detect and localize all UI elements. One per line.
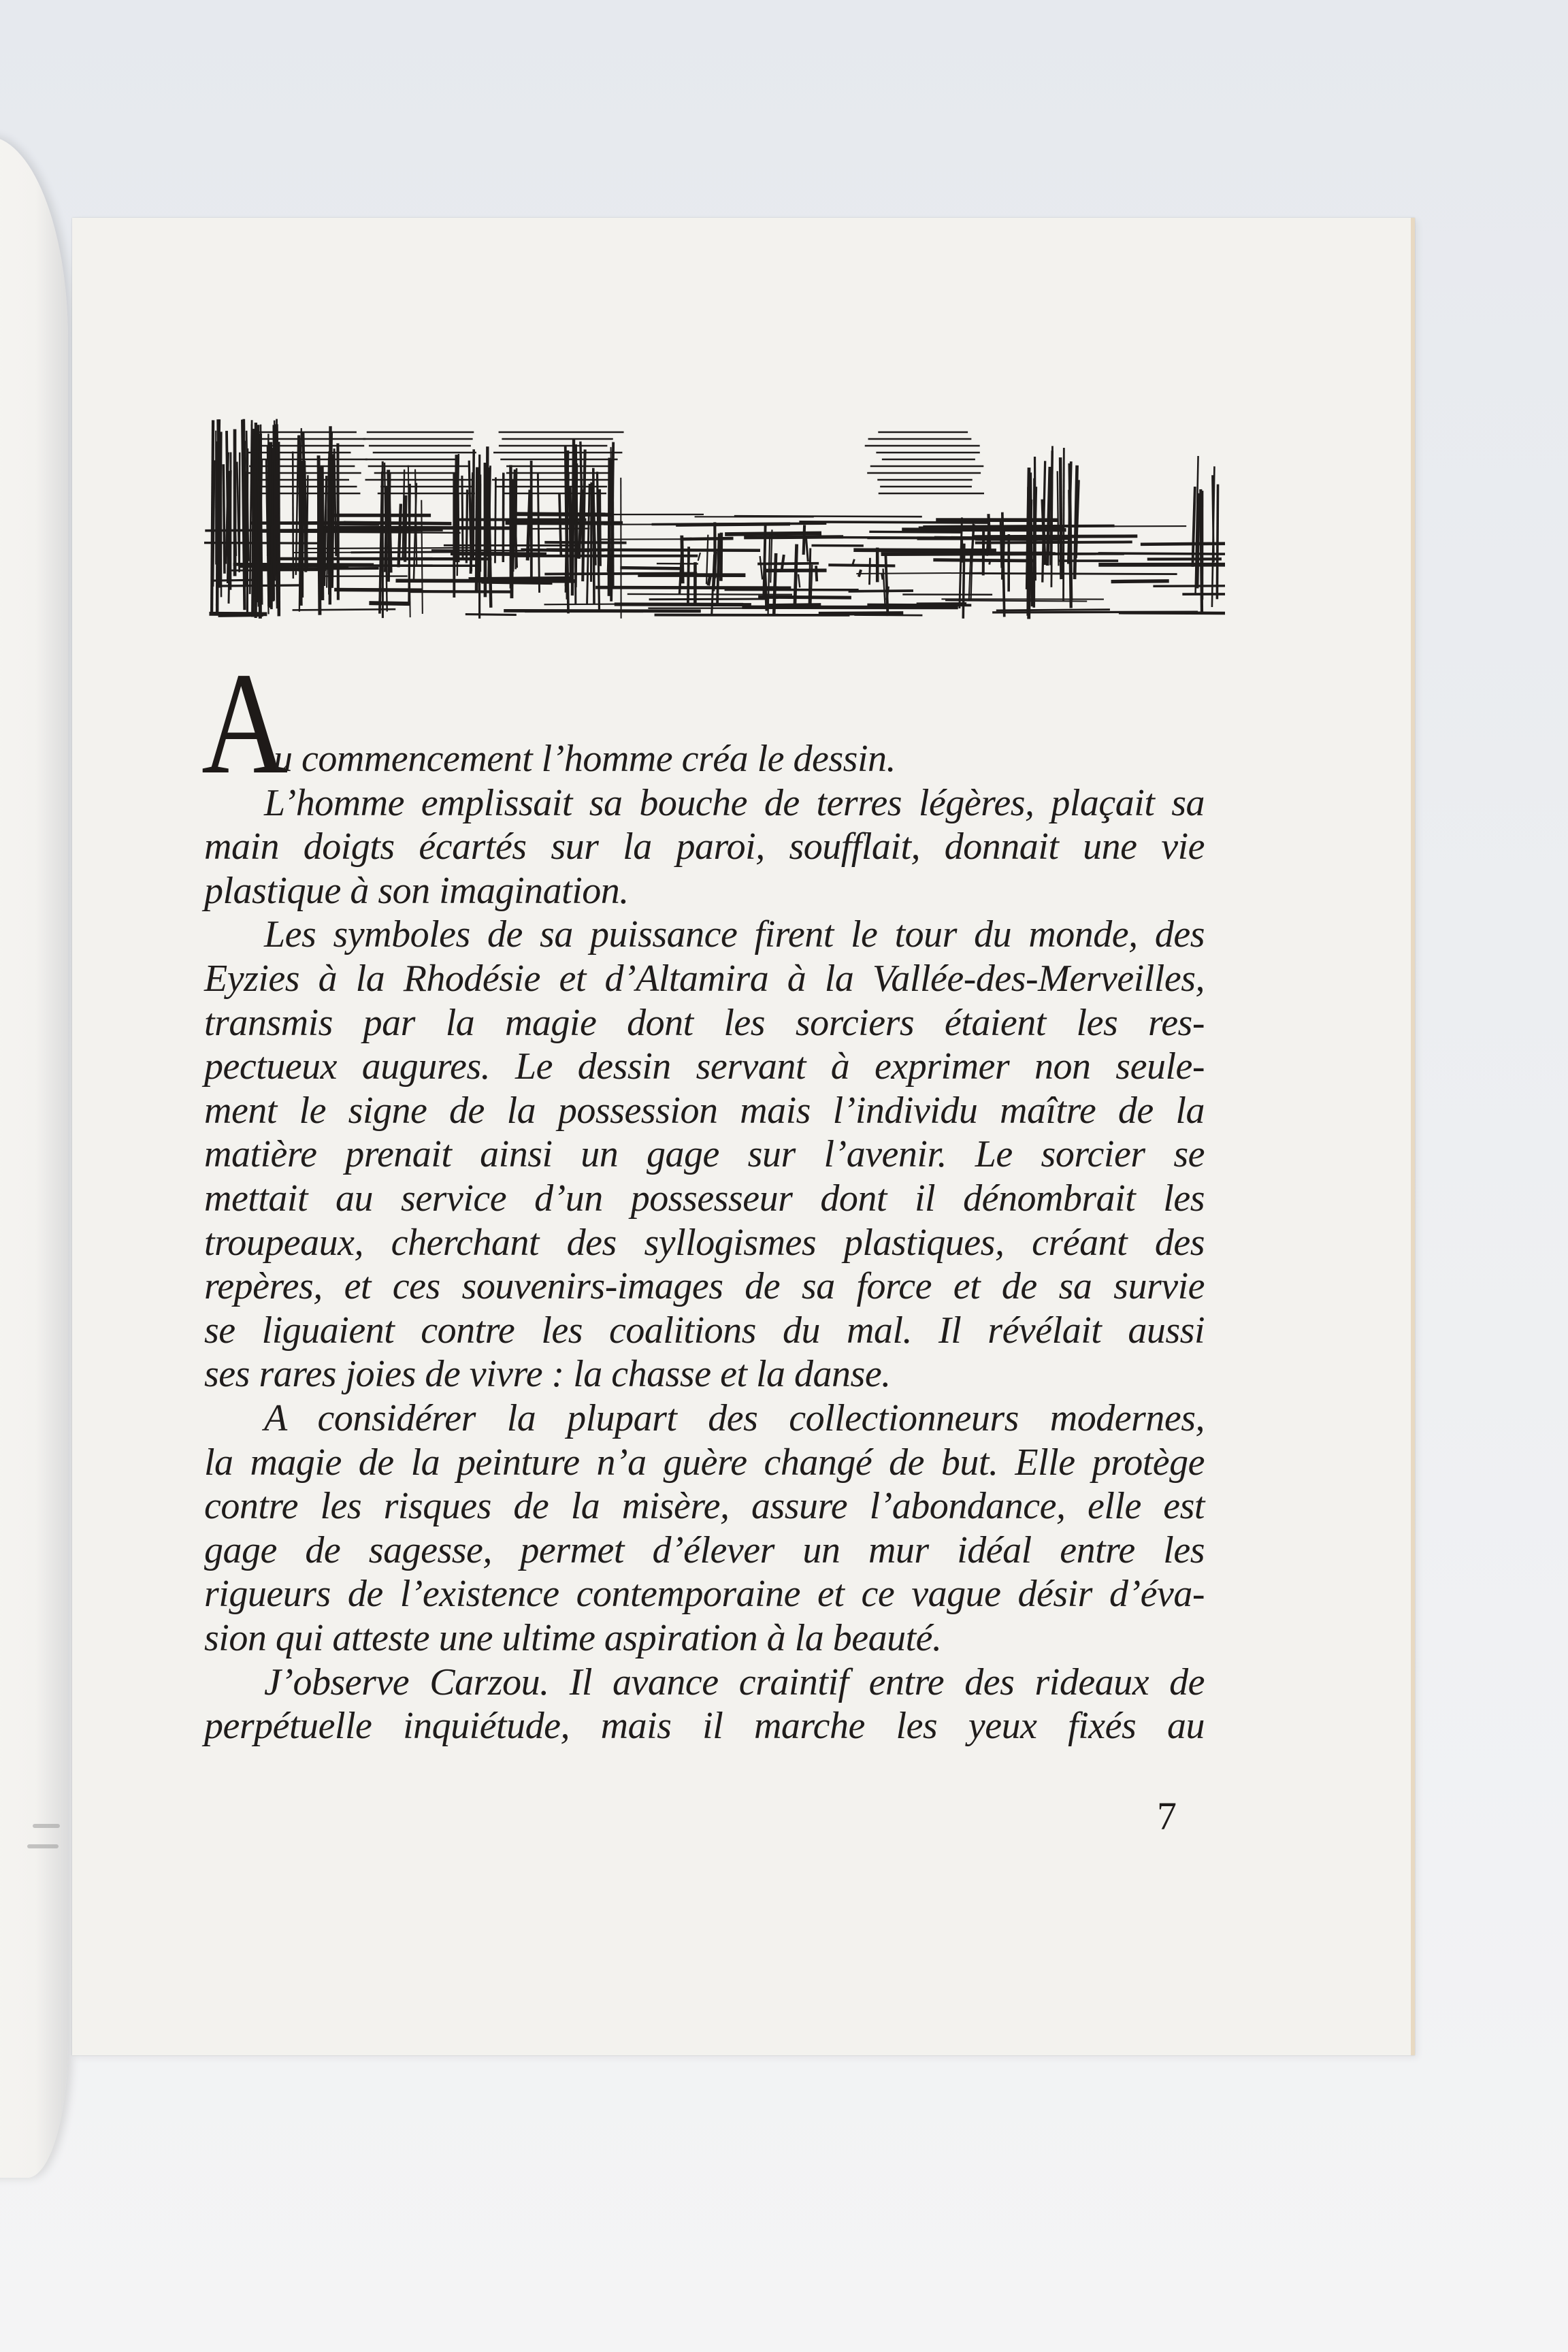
water-stroke xyxy=(945,600,1087,601)
water-stroke xyxy=(1098,553,1225,554)
mast-stroke xyxy=(764,524,765,600)
mast-stroke xyxy=(1063,448,1064,601)
text-line: plastique à son imagination. xyxy=(204,869,629,912)
mast-stroke xyxy=(1035,457,1036,581)
drop-cap: A xyxy=(201,642,289,804)
mast-stroke xyxy=(1197,493,1198,589)
water-stroke xyxy=(1111,581,1169,582)
water-stroke xyxy=(867,605,971,606)
water-stroke xyxy=(336,523,379,524)
mast-stroke xyxy=(409,484,410,602)
water-stroke xyxy=(758,597,851,598)
mast-stroke xyxy=(587,484,590,605)
mast-stroke xyxy=(883,568,885,608)
mast-stroke xyxy=(219,431,220,587)
text-line: A considérer la plupart des collectionneurs modernes, xyxy=(264,1397,1205,1439)
text-line: la magie de la peinture n’a guère changé de but. Elle protège xyxy=(204,1441,1205,1484)
mast-stroke xyxy=(267,434,268,556)
mast-stroke xyxy=(212,420,213,615)
text-line: pectueux augures. Le dessin servant à exprimer non seule- xyxy=(204,1045,1205,1088)
text-line: ment le signe de la possession mais l’individu maître de la xyxy=(204,1089,1205,1132)
text-line: transmis par la magie dont les sorciers étaient les res- xyxy=(204,1001,1205,1044)
mast-stroke xyxy=(405,495,406,562)
mast-stroke xyxy=(816,566,817,581)
mast-stroke xyxy=(334,448,336,556)
harbor-ships-illustration xyxy=(204,419,1225,623)
previous-page-text-fragment xyxy=(27,1844,59,1848)
mast-stroke xyxy=(559,493,561,557)
mast-stroke xyxy=(216,441,217,555)
water-stroke xyxy=(369,603,410,604)
water-stroke xyxy=(799,522,988,523)
mast-stroke xyxy=(570,487,571,579)
water-stroke xyxy=(627,594,792,595)
mast-stroke xyxy=(1047,467,1050,566)
text-line: sion qui atteste une ultime aspiration à la beauté. xyxy=(204,1617,942,1659)
text-line: matière prenait ainsi un gage sur l’avenir. Le sorcier se xyxy=(204,1133,1205,1176)
mast-stroke xyxy=(466,489,467,563)
water-stroke xyxy=(595,587,791,588)
text-line: contre les risques de la misère, assure l’abondance, elle est xyxy=(204,1485,1205,1528)
mast-stroke xyxy=(987,532,988,556)
mast-stroke xyxy=(488,500,489,564)
mast-stroke xyxy=(859,570,861,576)
page-number: 7 xyxy=(1157,1794,1177,1838)
water-stroke xyxy=(652,523,827,524)
mast-stroke xyxy=(462,476,463,561)
text-line: L’homme emplissait sa bouche de terres légères, plaçait sa xyxy=(264,781,1205,824)
mast-stroke xyxy=(1075,466,1077,579)
mast-stroke xyxy=(774,553,776,615)
mast-stroke xyxy=(223,464,225,574)
water-stroke xyxy=(544,542,626,543)
mast-stroke xyxy=(1058,471,1059,566)
text-line: gage de sagesse, permet d’élever un mur idéal entre les xyxy=(204,1529,1205,1571)
text-line: mettait au service d’un possesseur dont il dénombrait les xyxy=(204,1177,1205,1220)
mast-stroke xyxy=(768,535,770,615)
mast-stroke xyxy=(1217,485,1218,600)
mast-stroke xyxy=(887,587,888,600)
mast-stroke xyxy=(963,544,964,619)
previous-page-edge xyxy=(0,136,68,2178)
mast-stroke xyxy=(473,449,474,558)
mast-stroke xyxy=(806,536,808,561)
mast-stroke xyxy=(276,424,278,586)
text-line: rigueurs de l’existence contemporaine et ce vague désir d’éva- xyxy=(204,1573,1205,1616)
text-line: se liguaient contre les coalitions du mal. Il révélait aussi xyxy=(204,1309,1205,1352)
mast-stroke xyxy=(572,440,574,595)
mast-stroke xyxy=(708,574,710,586)
mast-stroke xyxy=(385,487,387,572)
previous-page-text-fragment xyxy=(33,1824,60,1828)
water-stroke xyxy=(272,522,345,523)
mast-stroke xyxy=(795,544,797,606)
text-line: Les symboles de sa puissance firent le tour du monde, des xyxy=(264,913,1205,956)
mast-stroke xyxy=(421,500,423,614)
mast-stroke xyxy=(476,467,477,591)
mast-stroke xyxy=(322,466,323,597)
mast-stroke xyxy=(328,457,329,563)
water-stroke xyxy=(410,591,512,592)
text-line: main doigts écartés sur la paroi, soufflait, donnait une vie xyxy=(204,826,1205,868)
text-line: ses rares joies de vivre : la chasse et la danse. xyxy=(204,1353,891,1396)
mast-stroke xyxy=(682,536,683,584)
water-stroke xyxy=(819,613,903,614)
mast-stroke xyxy=(760,556,762,579)
mast-stroke xyxy=(798,574,800,587)
mast-stroke xyxy=(583,449,585,581)
mast-stroke xyxy=(698,553,700,561)
mast-stroke xyxy=(809,548,811,604)
mast-stroke xyxy=(881,574,882,580)
water-stroke xyxy=(853,550,996,551)
text-line: J’observe Carzou. Il avance craintif entre des rideaux de xyxy=(264,1661,1205,1703)
text-line: troupeaux, cherchant des syllogismes plastiques, créant des xyxy=(204,1221,1205,1264)
text-line: repères, et ces souvenirs-images de sa force et de sa survie xyxy=(204,1265,1205,1308)
mast-stroke xyxy=(1060,457,1061,579)
water-stroke xyxy=(615,604,743,605)
mast-stroke xyxy=(593,468,594,604)
mast-stroke xyxy=(688,546,689,605)
text-line: u commencement l’homme créa le dessin. xyxy=(274,738,896,780)
mast-stroke xyxy=(538,474,539,593)
mast-stroke xyxy=(318,455,320,615)
mast-stroke xyxy=(609,458,610,596)
water-stroke xyxy=(919,527,1064,528)
mast-stroke xyxy=(990,559,991,565)
water-stroke xyxy=(681,538,733,539)
text-line: Eyzies à la Rhodésie et d’Altamira à la Vallée-des-Merveilles, xyxy=(204,958,1205,1000)
water-stroke xyxy=(649,599,768,600)
text-line: perpétuelle inquiétude, mais il marche les yeux fixés au xyxy=(204,1705,1205,1748)
mast-stroke xyxy=(983,526,984,576)
